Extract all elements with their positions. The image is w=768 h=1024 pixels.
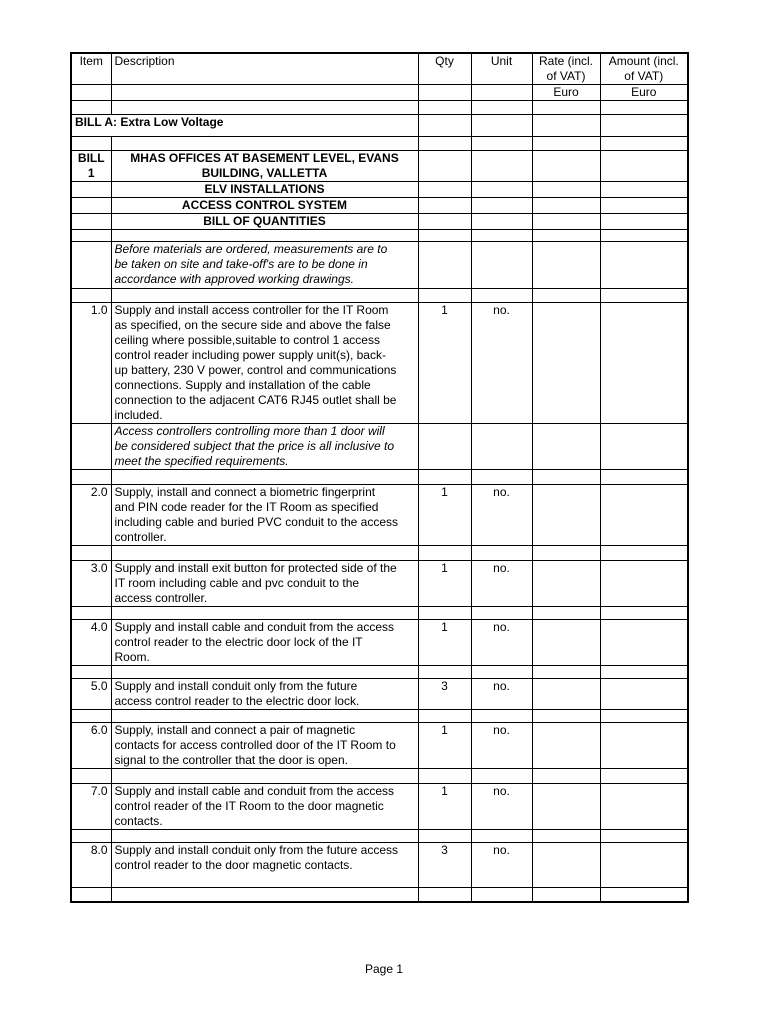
item-number: 2.0 <box>71 485 111 546</box>
item-row <box>71 843 688 888</box>
item-rate <box>532 620 600 666</box>
preamble-note: Before materials are ordered, measurements are to be taken on site and take-off's are to be done in accordance with approved working drawings. <box>111 242 418 289</box>
item-qty: 1 <box>418 723 471 769</box>
item-qty: 1 <box>418 784 471 830</box>
item-amount <box>600 485 688 546</box>
item-unit: no. <box>471 485 532 546</box>
item-qty: 3 <box>418 843 471 888</box>
item-amount <box>600 620 688 666</box>
item-note-row <box>71 424 688 470</box>
item-number: 8.0 <box>71 843 111 888</box>
currency-row <box>71 85 688 101</box>
amount-currency: Euro <box>600 85 688 101</box>
spacer-row <box>71 666 688 679</box>
item-unit: no. <box>471 723 532 769</box>
item-unit: no. <box>471 561 532 607</box>
spacer-row <box>71 888 688 902</box>
item-qty: 1 <box>418 561 471 607</box>
item-description: Supply, install and connect a biometric fingerprint and PIN code reader for the IT Room as specified including cable and buried PVC conduit to the access controller. <box>111 485 418 546</box>
bill-heading-row <box>71 214 688 230</box>
item-row <box>71 784 688 830</box>
item-qty: 1 <box>418 485 471 546</box>
spacer-row <box>71 230 688 242</box>
item-amount <box>600 679 688 710</box>
item-number: 7.0 <box>71 784 111 830</box>
bill-heading-row <box>71 198 688 214</box>
item-amount <box>600 784 688 830</box>
item-unit: no. <box>471 679 532 710</box>
bill-heading-location: MHAS OFFICES AT BASEMENT LEVEL, EVANS BUILDING, VALLETTA <box>111 151 418 182</box>
item-description: Supply and install cable and conduit from the access control reader to the electric door lock of the IT Room. <box>111 620 418 666</box>
item-amount <box>600 723 688 769</box>
empty-cell <box>471 85 532 101</box>
item-row <box>71 723 688 769</box>
spacer-row <box>71 470 688 485</box>
item-row <box>71 561 688 607</box>
header-rate: Rate (incl. of VAT) <box>532 53 600 85</box>
bill-heading-acs: ACCESS CONTROL SYSTEM <box>111 198 418 214</box>
item-description: Supply and install cable and conduit from the access control reader of the IT Room to the door magnetic contacts. <box>111 784 418 830</box>
item-unit: no. <box>471 843 532 888</box>
item-number: 4.0 <box>71 620 111 666</box>
item-amount <box>600 303 688 424</box>
item-number: 5.0 <box>71 679 111 710</box>
item-amount <box>600 843 688 888</box>
bill-heading-row <box>71 182 688 198</box>
spacer-row <box>71 546 688 561</box>
empty-cell <box>111 85 418 101</box>
bill-number: BILL 1 <box>71 151 111 182</box>
header-item: Item <box>71 53 111 85</box>
spacer-row <box>71 710 688 723</box>
item-rate <box>532 485 600 546</box>
bill-heading-row <box>71 151 688 182</box>
empty-cell <box>71 85 111 101</box>
item-description: Supply and install conduit only from the future access control reader to the door magnetic contacts. <box>111 843 418 888</box>
item-qty: 1 <box>418 303 471 424</box>
item-rate <box>532 303 600 424</box>
header-amount: Amount (incl. of VAT) <box>600 53 688 85</box>
bill-of-quantities-table <box>70 52 689 903</box>
header-unit: Unit <box>471 53 532 85</box>
item-description: Supply, install and connect a pair of magnetic contacts for access controlled door of the IT Room to signal to the controller that the door is open. <box>111 723 418 769</box>
bill-heading-boq: BILL OF QUANTITIES <box>111 214 418 230</box>
spacer-row <box>71 101 688 115</box>
item-rate <box>532 843 600 888</box>
bill-heading-elv: ELV INSTALLATIONS <box>111 182 418 198</box>
item-rate <box>532 561 600 607</box>
spacer-row <box>71 769 688 784</box>
spacer-row <box>71 830 688 843</box>
item-note: Access controllers controlling more than 1 door will be considered subject that the price is all inclusive to meet the specified requirements. <box>111 424 418 470</box>
item-number: 3.0 <box>71 561 111 607</box>
item-row <box>71 620 688 666</box>
item-rate <box>532 723 600 769</box>
spacer-row <box>71 607 688 620</box>
item-row <box>71 679 688 710</box>
item-row <box>71 303 688 424</box>
spacer-row <box>71 137 688 151</box>
item-unit: no. <box>471 784 532 830</box>
item-unit: no. <box>471 620 532 666</box>
item-amount <box>600 561 688 607</box>
preamble-row <box>71 242 688 289</box>
rate-currency: Euro <box>532 85 600 101</box>
item-number: 1.0 <box>71 303 111 424</box>
item-row <box>71 485 688 546</box>
bill-title-row <box>71 115 688 137</box>
page-footer: Page 1 <box>364 962 404 976</box>
header-description: Description <box>111 53 418 85</box>
header-qty: Qty <box>418 53 471 85</box>
item-description: Supply and install conduit only from the future access control reader to the electric door lock. <box>111 679 418 710</box>
item-rate <box>532 784 600 830</box>
empty-cell <box>418 85 471 101</box>
item-qty: 3 <box>418 679 471 710</box>
item-unit: no. <box>471 303 532 424</box>
item-number: 6.0 <box>71 723 111 769</box>
item-description: Supply and install access controller for the IT Room as specified, on the secure side and above the false ceiling where possible,suitable to control 1 access control reader including power supply unit(s), back- up battery, 230 V power, control and communications connections. Supply and installation of the cable connection to the adjacent CAT6 RJ45 outlet shall be included. <box>111 303 418 424</box>
bill-title: BILL A: Extra Low Voltage <box>71 115 418 137</box>
item-qty: 1 <box>418 620 471 666</box>
header-row <box>71 53 688 85</box>
item-rate <box>532 679 600 710</box>
spacer-row <box>71 289 688 303</box>
item-description: Supply and install exit button for protected side of the IT room including cable and pvc conduit to the access controller. <box>111 561 418 607</box>
